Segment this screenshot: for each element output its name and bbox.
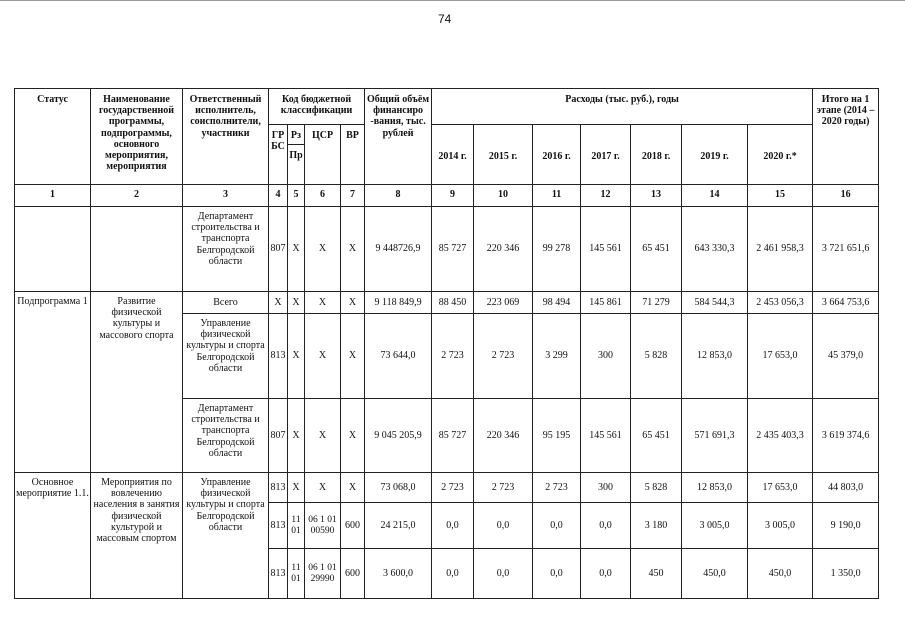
header-year-2016: 2016 г. [533,125,581,185]
header-budget-code: Код бюджетной классификации [269,89,365,125]
column-number-cell: 14 [682,185,748,207]
column-number-row [15,185,879,207]
header-name: Наименование государственной программы, подпрограммы, основного мероприятия, мероприятия [91,89,183,185]
year-cell: 17 653,0 [748,473,813,503]
column-number-cell: 4 [269,185,288,207]
total-cell: 24 215,0 [365,503,432,549]
year-cell: 0,0 [533,549,581,599]
year-cell: 643 330,3 [682,207,748,292]
header-year-2014: 2014 г. [432,125,474,185]
year-cell: 3 299 [533,314,581,399]
year-cell: 0,0 [432,549,474,599]
header-year-2019: 2019 г. [682,125,748,185]
vr-cell: Х [341,292,365,314]
column-number-cell: 10 [474,185,533,207]
grbs-cell: Х [269,292,288,314]
header-csr: ЦСР [305,125,341,185]
year-cell: 99 278 [533,207,581,292]
column-number-cell: 11 [533,185,581,207]
year-cell: 220 346 [474,207,533,292]
column-number-cell: 7 [341,185,365,207]
budget-table [14,88,879,599]
csr-cell: Х [305,314,341,399]
year-cell: 2 435 403,3 [748,399,813,473]
grbs-cell: 813 [269,314,288,399]
sum-cell: 3 664 753,6 [813,292,879,314]
subprogram-status-cell: Подпрограмма 1 [15,292,91,473]
sum-cell: 45 379,0 [813,314,879,399]
main-activity-name-cell: Мероприятия по вовлечению населения в занятия физической культурой и массовым спортом [91,473,183,599]
year-cell: 5 828 [631,314,682,399]
column-number-cell: 9 [432,185,474,207]
column-number-cell: 13 [631,185,682,207]
year-cell: 571 691,3 [682,399,748,473]
header-year-2020: 2020 г.* [748,125,813,185]
year-cell: 88 450 [432,292,474,314]
top-border-line [0,0,905,1]
year-cell: 0,0 [432,503,474,549]
year-cell: 65 451 [631,207,682,292]
rz-cell: 11 01 [288,549,305,599]
year-cell: 0,0 [581,549,631,599]
year-cell: 12 853,0 [682,314,748,399]
csr-cell: Х [305,207,341,292]
header-status: Статус [15,89,91,185]
total-cell: 9 118 849,9 [365,292,432,314]
sum-cell: 9 190,0 [813,503,879,549]
year-cell: 0,0 [474,503,533,549]
responsible-cell: Департамент строительства и транспорта Белгородской области [183,399,269,473]
year-cell: 12 853,0 [682,473,748,503]
year-cell: 2 461 958,3 [748,207,813,292]
grbs-cell: 807 [269,207,288,292]
year-cell: 2 723 [432,314,474,399]
year-cell: 450,0 [682,549,748,599]
vr-cell: Х [341,207,365,292]
rz-cell: Х [288,314,305,399]
year-cell: 450,0 [748,549,813,599]
year-cell: 71 279 [631,292,682,314]
year-cell: 2 453 056,3 [748,292,813,314]
header-rz: Рз [288,125,305,145]
csr-cell: 06 1 01 29990 [305,549,341,599]
year-cell: 5 828 [631,473,682,503]
header-year-2018: 2018 г. [631,125,682,185]
column-number-cell: 2 [91,185,183,207]
column-number-cell: 5 [288,185,305,207]
year-cell: 0,0 [581,503,631,549]
sum-cell: 3 721 651,6 [813,207,879,292]
grbs-cell: 813 [269,473,288,503]
grbs-cell: 813 [269,549,288,599]
vr-cell: Х [341,473,365,503]
column-number-cell: 1 [15,185,91,207]
header-year-2017: 2017 г. [581,125,631,185]
total-cell: 73 068,0 [365,473,432,503]
vr-cell: Х [341,399,365,473]
year-cell: 85 727 [432,207,474,292]
year-cell: 300 [581,314,631,399]
rz-cell: Х [288,473,305,503]
responsible-cell: Управление физической культуры и спорта Белгородской области [183,314,269,399]
year-cell: 2 723 [432,473,474,503]
rz-cell: Х [288,399,305,473]
year-cell: 85 727 [432,399,474,473]
year-cell: 223 069 [474,292,533,314]
header-pr: Пр [288,145,305,185]
year-cell: 145 561 [581,207,631,292]
rz-cell: Х [288,292,305,314]
year-cell: 145 561 [581,399,631,473]
grbs-cell: 813 [269,503,288,549]
page-number: 74 [438,12,452,26]
total-cell: 73 644,0 [365,314,432,399]
column-number-cell: 3 [183,185,269,207]
total-cell: 9 045 205,9 [365,399,432,473]
responsible-cell: Департамент строительства и транспорта Белгородской области [183,207,269,292]
year-cell: 300 [581,473,631,503]
header-responsible: Ответственный исполнитель, соисполнители, участники [183,89,269,185]
year-cell: 0,0 [533,503,581,549]
column-number-cell: 15 [748,185,813,207]
year-cell: 2 723 [533,473,581,503]
csr-cell: Х [305,292,341,314]
sum-cell: 1 350,0 [813,549,879,599]
year-cell: 220 346 [474,399,533,473]
year-cell: 3 180 [631,503,682,549]
table-row [15,207,879,292]
year-cell: 65 451 [631,399,682,473]
csr-cell: Х [305,399,341,473]
header-expenses: Расходы (тыс. руб.), годы [432,89,813,125]
header-year-2015: 2015 г. [474,125,533,185]
header-vr: ВР [341,125,365,185]
grbs-cell: 807 [269,399,288,473]
subprogram-name-cell: Развитие физической культуры и массового спорта [91,292,183,473]
header-grbs: ГР БС [269,125,288,185]
year-cell: 0,0 [474,549,533,599]
total-cell: 9 448726,9 [365,207,432,292]
rz-cell: 11 01 [288,503,305,549]
year-cell: 2 723 [474,314,533,399]
sum-cell: 3 619 374,6 [813,399,879,473]
total-cell: 3 600,0 [365,549,432,599]
year-cell: 98 494 [533,292,581,314]
header-total: Общий объём финансиро -вания, тыс. рублей [365,89,432,185]
year-cell: 145 861 [581,292,631,314]
name-cell [91,207,183,292]
column-number-cell: 12 [581,185,631,207]
year-cell: 95 195 [533,399,581,473]
table-row [15,473,879,503]
year-cell: 450 [631,549,682,599]
status-cell [15,207,91,292]
csr-cell: 06 1 01 00590 [305,503,341,549]
year-cell: 584 544,3 [682,292,748,314]
sum-cell: 44 803,0 [813,473,879,503]
year-cell: 3 005,0 [748,503,813,549]
table-row [15,292,879,314]
vr-cell: 600 [341,549,365,599]
rz-cell: Х [288,207,305,292]
csr-cell: Х [305,473,341,503]
vr-cell: 600 [341,503,365,549]
responsible-cell: Всего [183,292,269,314]
main-activity-status-cell: Основное мероприятие 1.1. [15,473,91,599]
column-number-cell: 16 [813,185,879,207]
year-cell: 3 005,0 [682,503,748,549]
column-number-cell: 6 [305,185,341,207]
year-cell: 2 723 [474,473,533,503]
column-number-cell: 8 [365,185,432,207]
year-cell: 17 653,0 [748,314,813,399]
vr-cell: Х [341,314,365,399]
header-stage-total: Итого на 1 этапе (2014 – 2020 годы) [813,89,879,185]
responsible-cell: Управление физической культуры и спорта Белгородской области [183,473,269,599]
